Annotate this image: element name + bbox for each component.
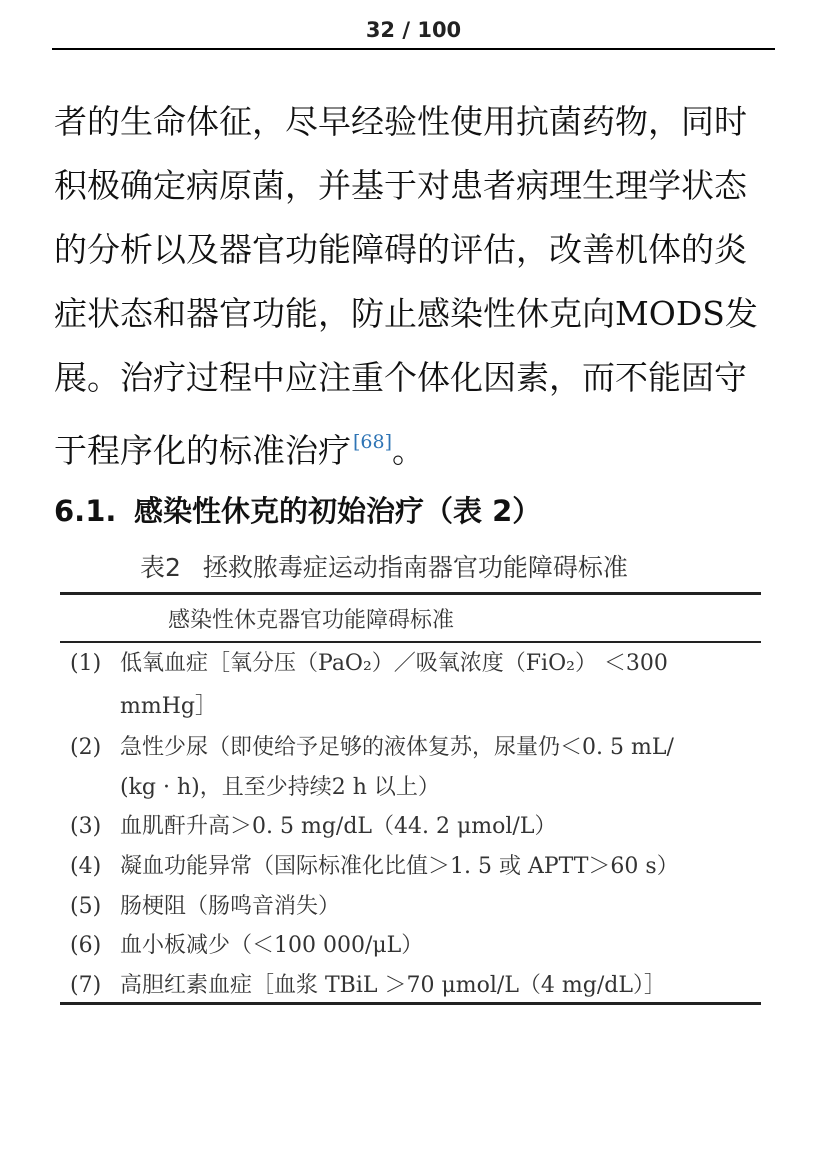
- table-bottom-rule: [60, 1002, 761, 1005]
- table-row: [70, 926, 760, 966]
- paragraph-line: 者的生命体征，尽早经验性使用抗菌药物，同时: [54, 102, 747, 141]
- table-row: [70, 644, 760, 684]
- table-caption: [140, 548, 628, 588]
- table-header: 感染性休克器官功能障碍标准: [168, 608, 455, 633]
- citation-link[interactable]: [68]: [353, 431, 393, 453]
- paragraph-line: 的分析以及器官功能障碍的评估，改善机体的炎: [54, 230, 747, 269]
- row-text: 血小板减少（＜100 000/μL）: [120, 933, 424, 958]
- row-index: (1): [70, 651, 102, 676]
- paragraph-line-text: 于程序化的标准治疗: [54, 431, 351, 470]
- row-text: 凝血功能异常（国际标准化比值＞1. 5 或 APTT＞60 s）: [120, 854, 679, 879]
- row-text: 肠梗阻（肠鸣音消失）: [120, 894, 341, 919]
- table-caption-title: 拯救脓毒症运动指南器官功能障碍标准: [202, 553, 628, 582]
- row-text: 高胆红素血症［血浆 TBiL ＞70 μmol/L（4 mg/dL）］: [120, 973, 666, 998]
- paragraph-line: 展。治疗过程中应注重个体化因素，而不能固守: [54, 358, 747, 397]
- section-title: 感染性休克的初始治疗（表 2）: [134, 494, 542, 528]
- row-text: 血肌酐升高＞0. 5 mg/dL（44. 2 μmol/L）: [120, 814, 557, 839]
- section-number: 6.1.: [54, 494, 117, 528]
- row-index: (2): [70, 735, 102, 760]
- section-heading: [54, 488, 541, 534]
- table-row: [70, 807, 760, 847]
- table-row: [70, 847, 760, 887]
- page-number: 32 / 100: [365, 18, 462, 42]
- row-index: (5): [70, 894, 102, 919]
- row-index: (4): [70, 854, 102, 879]
- row-text: 低氧血症［氧分压（PaO₂）／吸氧浓度（FiO₂） ＜300: [120, 651, 668, 676]
- paragraph-end-punct: 。: [392, 431, 426, 470]
- row-index: (7): [70, 973, 102, 998]
- table-row-continuation: (kg · h)，且至少持续2 h 以上）: [120, 775, 440, 800]
- row-index: (3): [70, 814, 102, 839]
- row-text: 急性少尿（即使给予足够的液体复苏，尿量仍＜0. 5 mL/: [120, 735, 674, 760]
- paragraph-last-line: [54, 410, 774, 474]
- body-paragraph: [54, 90, 774, 474]
- table-header-rule: [60, 641, 761, 643]
- table-row: [70, 728, 760, 768]
- paragraph-line: 症状态和器官功能，防止感染性休克向MODS发: [54, 294, 758, 333]
- row-index: (6): [70, 933, 102, 958]
- table-row: [70, 966, 760, 1006]
- table-row-continuation: mmHg］: [120, 694, 217, 719]
- header-divider: [52, 48, 775, 50]
- table-caption-label: 表2: [140, 553, 181, 582]
- table-row: [70, 887, 760, 927]
- paragraph-line: 积极确定病原菌，并基于对患者病理生理学状态: [54, 166, 747, 205]
- table-top-rule: [60, 592, 761, 595]
